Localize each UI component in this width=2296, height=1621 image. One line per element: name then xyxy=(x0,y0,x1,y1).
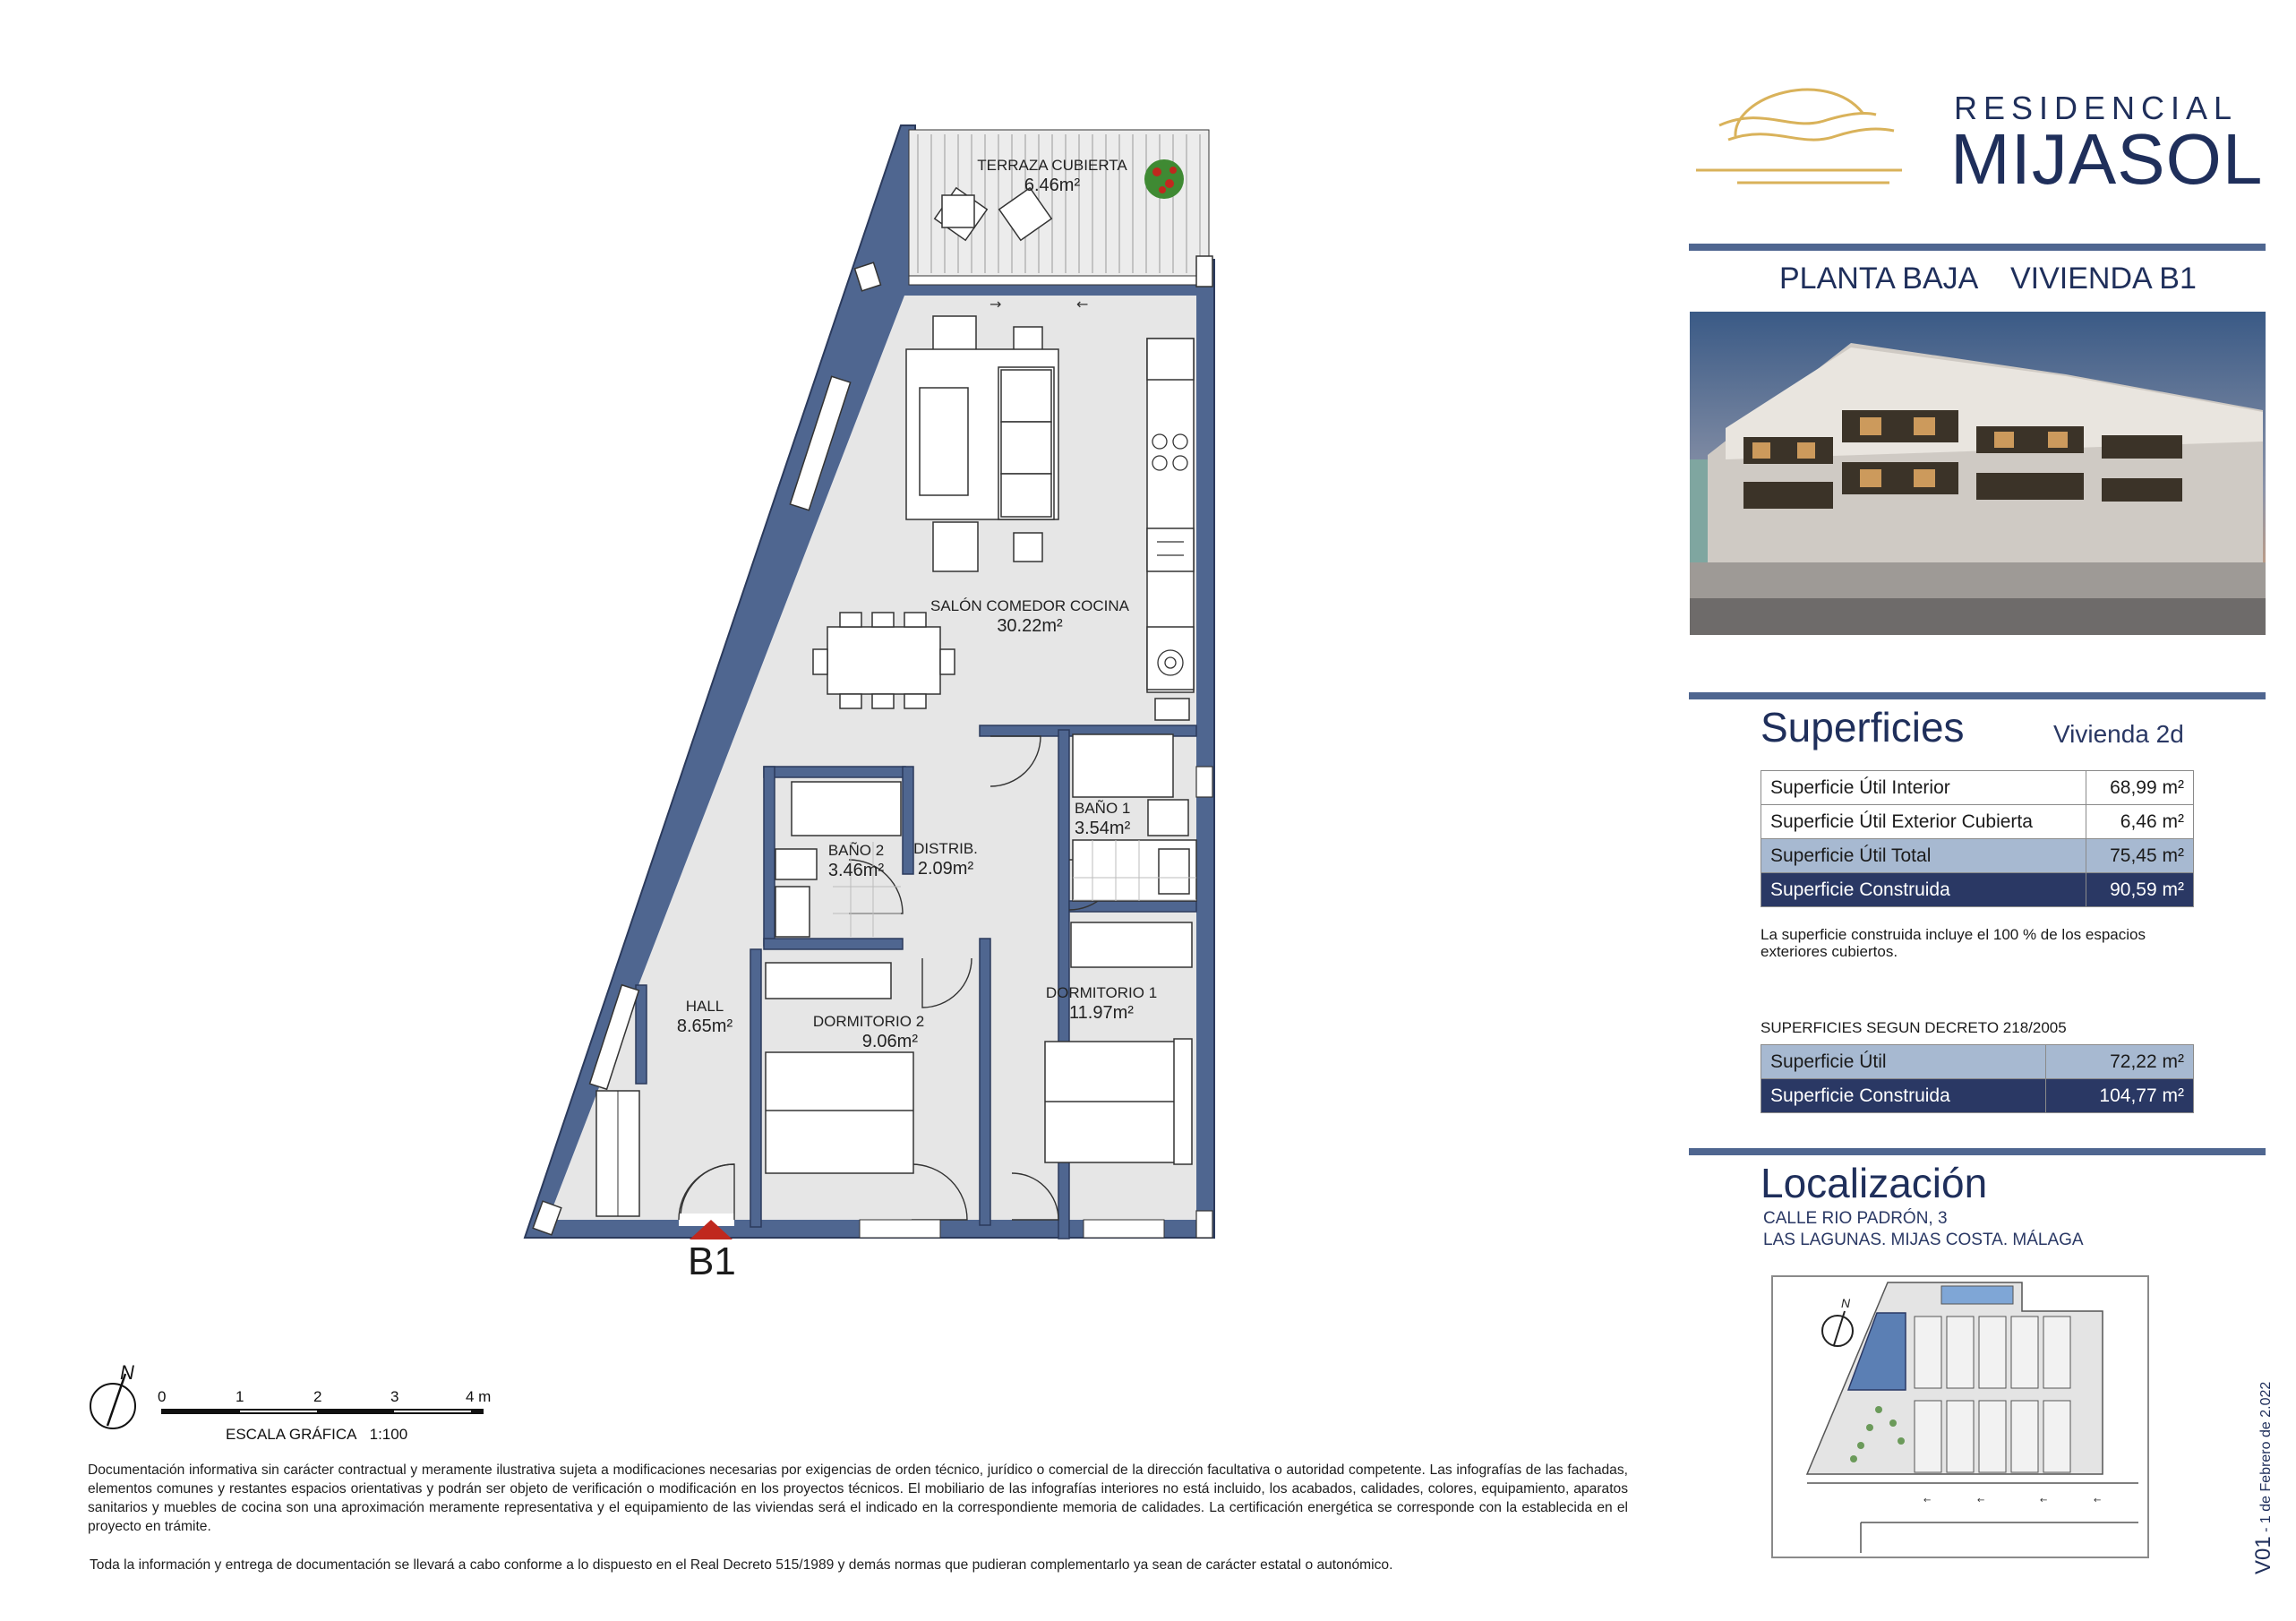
decree-title: SUPERFICIES SEGUN DECRETO 218/2005 xyxy=(1761,1019,2067,1036)
unit: m² xyxy=(2162,1085,2184,1106)
value: 104,77 xyxy=(2099,1085,2157,1106)
row-label: Superficie Útil Interior xyxy=(1761,771,2086,805)
north-label: N xyxy=(120,1361,134,1384)
disclaimer-legal: Toda la información y entrega de documentación se llevará a cabo conforme a lo dispuesto en el Real Decreto 515/1989 y demás normas que pudieran complementarlo ya sean de carácter estatal o autonómico. xyxy=(90,1557,1393,1573)
room-area: 3.54m² xyxy=(1075,819,1131,839)
room-name: BAÑO 1 xyxy=(1075,800,1131,817)
room-area: 30.22m² xyxy=(997,616,1063,637)
table-row xyxy=(1761,839,2194,873)
divider-top xyxy=(1689,244,2266,251)
row-value xyxy=(2086,839,2193,873)
plan-floor: PLANTA BAJA xyxy=(1779,262,1979,296)
row-label: Superficie Construida xyxy=(1761,1079,2046,1113)
address-line2: LAS LAGUNAS. MIJAS COSTA. MÁLAGA xyxy=(1763,1231,2084,1249)
svg-text:←: ← xyxy=(1076,296,1089,313)
coffee-table xyxy=(920,388,968,495)
value: 6,46 xyxy=(2120,810,2157,832)
svg-text:→: → xyxy=(990,296,1002,313)
room-terraza xyxy=(967,156,1137,197)
disclaimer-paragraph: Documentación informativa sin carácter contractual y meramente ilustrativa sujeta a modificaciones necesarias por exigencias de orden técnico, jurídico o comercial de la dirección facultativa o autoridad competente. Las infografías de las fachadas, elementos comunes y restantes espacios orientativas y podrán ser objeto de verificación o modificación en los proyectos técnicos. El mobiliario de las infografías interiores no está incluido, los acabados, calidades, colores, equipamiento, aparatos sanitarios y muebles de cocina son una aproximación meramente representativa y el equipamiento de las viviendas será el indicado en la correspondiente memoria de calidades. La certificación energética se corresponde con la establecida en el proyecto en trámite. xyxy=(88,1462,1628,1534)
terrace-small-table xyxy=(942,195,974,227)
shower-2 xyxy=(792,782,901,836)
room-hall xyxy=(664,997,745,1038)
row-value xyxy=(2086,873,2193,907)
room-area: 2.09m² xyxy=(917,859,974,879)
svg-text:←: ← xyxy=(1923,1496,1932,1505)
room-name: BAÑO 2 xyxy=(827,842,885,859)
svg-text:←: ← xyxy=(2094,1496,2102,1505)
room-name: DISTRIB. xyxy=(913,840,978,857)
row-value xyxy=(2086,771,2193,805)
table-row xyxy=(1761,771,2194,805)
divider-localizacion xyxy=(1689,1148,2266,1155)
svg-text:N: N xyxy=(1841,1296,1851,1310)
table-row xyxy=(1761,1045,2194,1079)
brand-line2: MIJASOL xyxy=(1950,119,2264,199)
scale-bar-segment xyxy=(394,1411,471,1412)
row-label: Superficie Útil Total xyxy=(1761,839,2086,873)
superficies-table xyxy=(1761,770,2194,907)
value: 75,45 xyxy=(2110,845,2157,866)
brand-line1: RESIDENCIAL xyxy=(1954,90,2239,126)
floor-plan xyxy=(501,116,1227,1299)
room-dormitorio-1 xyxy=(1039,983,1164,1025)
svg-text:←: ← xyxy=(2040,1496,2048,1505)
row-value xyxy=(2045,1079,2193,1113)
room-name: SALÓN COMEDOR COCINA xyxy=(930,597,1129,614)
scale-tick-2: 2 xyxy=(313,1388,322,1405)
table-row xyxy=(1761,1079,2194,1113)
room-area: 3.46m² xyxy=(827,861,885,881)
superficies-title: Superficies xyxy=(1761,704,1965,750)
bed-2 xyxy=(766,1052,913,1173)
scale-ratio: 1:100 xyxy=(369,1426,408,1443)
building-rendering xyxy=(1690,312,2266,635)
table-row xyxy=(1761,873,2194,907)
room-area: 11.97m² xyxy=(1069,1003,1134,1024)
superficies-note: La superficie construida incluye el 100 % de los espacios exteriores cubiertos. xyxy=(1761,926,2146,960)
scale-bar-segment xyxy=(240,1411,317,1412)
divider-superficies xyxy=(1689,692,2266,699)
unit: m² xyxy=(2162,776,2184,798)
shower-1 xyxy=(1073,734,1173,797)
scale-tick-3: 3 xyxy=(390,1388,399,1405)
room-salon xyxy=(913,596,1146,638)
svg-text:←: ← xyxy=(1977,1496,1985,1505)
scale-tick-0: 0 xyxy=(158,1388,167,1405)
row-label: Superficie Útil Exterior Cubierta xyxy=(1761,805,2086,839)
row-value xyxy=(2086,805,2193,839)
room-name: HALL xyxy=(685,998,724,1015)
room-name: DORMITORIO 1 xyxy=(1045,984,1158,1001)
room-area: 8.65m² xyxy=(676,1016,733,1037)
unit: m² xyxy=(2162,845,2184,866)
table-row xyxy=(1761,805,2194,839)
north-arrow-icon xyxy=(86,1361,149,1433)
scale-tick-1: 1 xyxy=(236,1388,244,1405)
row-label: Superficie Útil xyxy=(1761,1045,2046,1079)
room-name: DORMITORIO 2 xyxy=(812,1013,925,1030)
value: 72,22 xyxy=(2110,1051,2157,1072)
entrance-label: B1 xyxy=(688,1239,736,1283)
scale-caption xyxy=(226,1426,407,1444)
row-label: Superficie Construida xyxy=(1761,873,2086,907)
room-name: TERRAZA CUBIERTA xyxy=(977,157,1127,174)
localizacion-title: Localización xyxy=(1761,1160,1988,1206)
row-value xyxy=(2045,1045,2193,1079)
scale-tick-4: 4 m xyxy=(466,1388,492,1405)
value: 90,59 xyxy=(2110,879,2157,900)
room-area: 9.06m² xyxy=(861,1032,918,1052)
room-distrib xyxy=(910,839,981,880)
unit: m² xyxy=(2162,1051,2184,1072)
version-date: - 1 de Febrero de 2.022 xyxy=(2258,1381,2274,1532)
unit: m² xyxy=(2162,879,2184,900)
scale-label: ESCALA GRÁFICA xyxy=(226,1426,357,1443)
value: 68,99 xyxy=(2110,776,2157,798)
decree-table xyxy=(1761,1044,2194,1113)
version-stamp xyxy=(2251,1382,2276,1574)
room-dormitorio-2 xyxy=(801,1012,936,1053)
room-bano-2 xyxy=(820,841,892,882)
sun-wave-logo-icon xyxy=(1692,70,1907,195)
plan-unit: VIVIENDA B1 xyxy=(2010,262,2197,296)
superficies-subtitle: Vivienda 2d xyxy=(2053,720,2184,748)
version-code: V01 xyxy=(2251,1536,2275,1574)
room-bano-1 xyxy=(1075,799,1146,840)
unit: m² xyxy=(2162,810,2184,832)
room-area: 6.46m² xyxy=(1024,176,1081,196)
address-line1: CALLE RIO PADRÓN, 3 xyxy=(1763,1209,1948,1228)
site-map xyxy=(1771,1275,2149,1558)
